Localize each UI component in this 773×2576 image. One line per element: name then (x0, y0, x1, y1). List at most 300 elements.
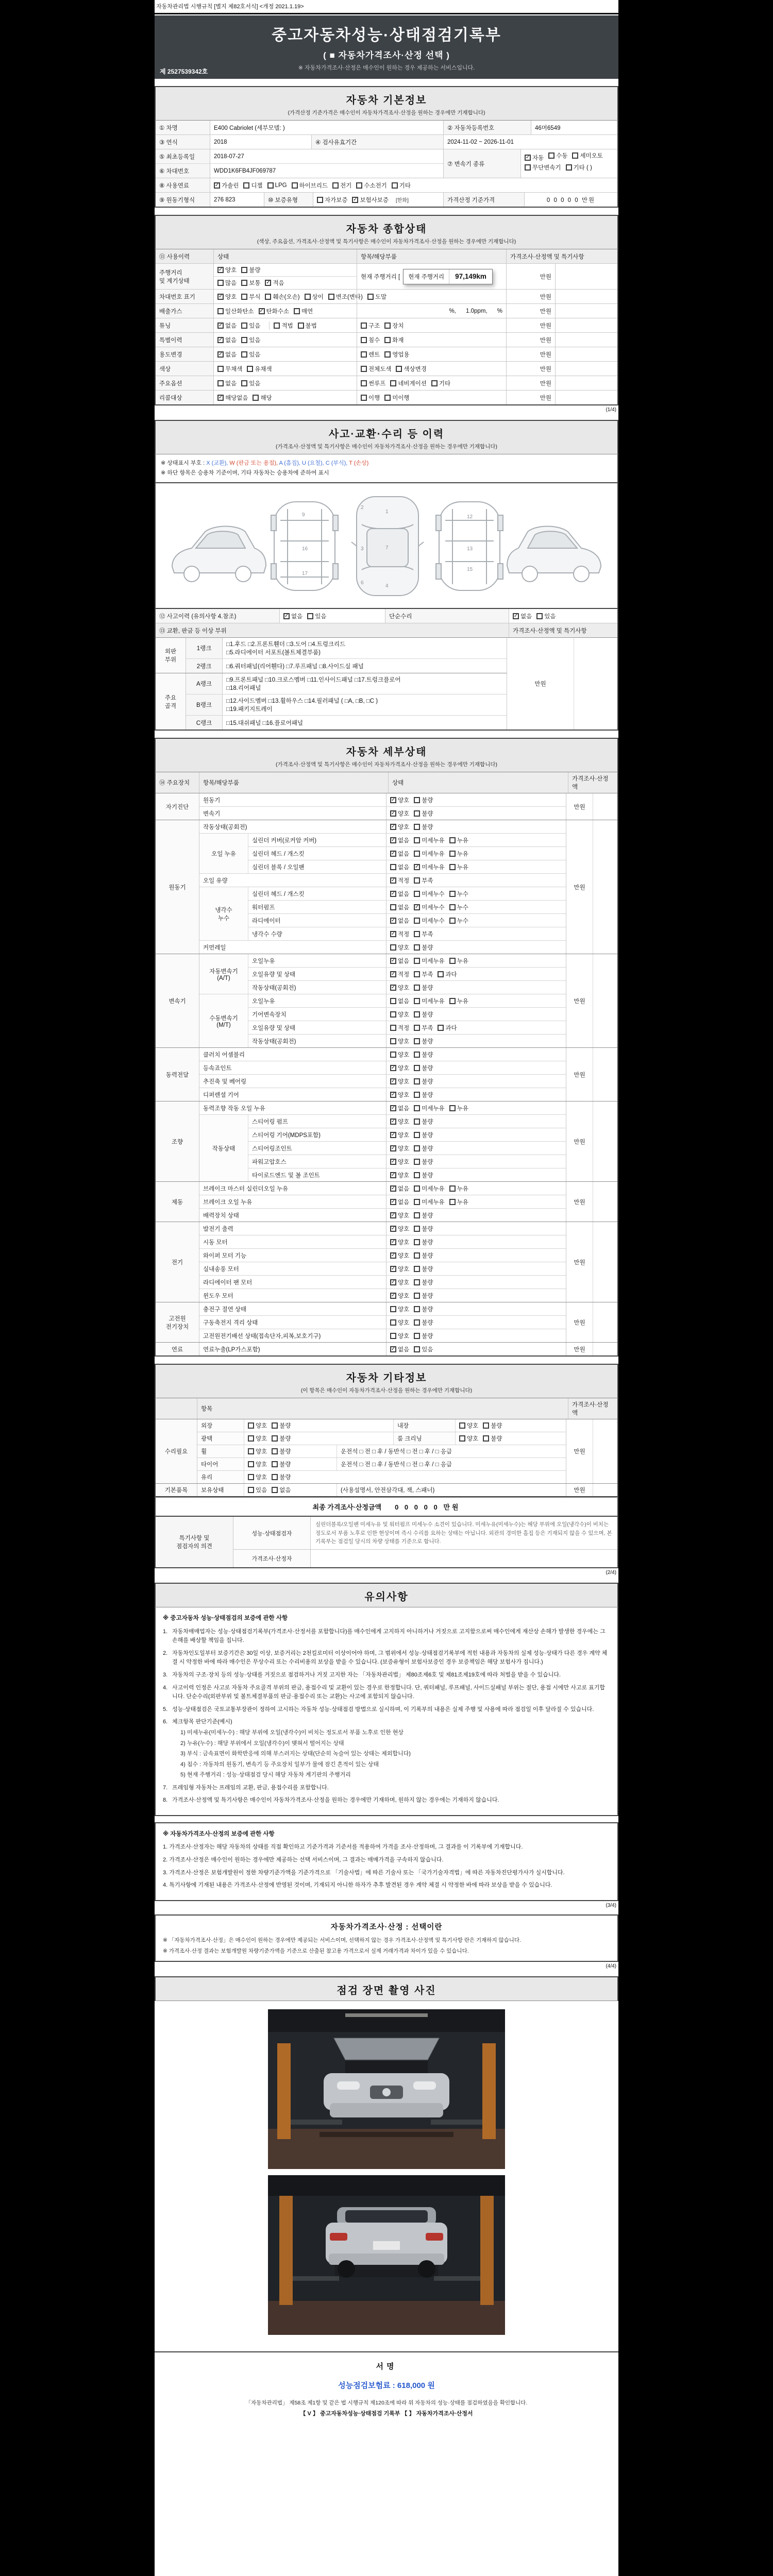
checkbox-option[interactable] (248, 1486, 267, 1494)
checkbox-option[interactable] (265, 279, 284, 287)
checkbox-icon[interactable] (566, 164, 572, 171)
checkbox-option[interactable] (390, 1184, 409, 1193)
checkbox-option[interactable] (307, 612, 326, 620)
checkbox-option[interactable] (361, 394, 380, 402)
checkbox-icon[interactable] (572, 152, 578, 159)
checkbox-icon[interactable] (449, 864, 456, 870)
checkbox-icon[interactable] (414, 1185, 420, 1192)
checkbox-icon[interactable] (414, 918, 420, 924)
checkbox-icon[interactable] (414, 931, 420, 937)
checkbox-option[interactable] (390, 903, 409, 911)
rank-items[interactable]: □1.후드 □2.프론트휀더 □3.도어 □4.트렁크리드 □5.라디에이터 서포트(볼트체결부품) (222, 638, 507, 658)
checkbox-icon[interactable] (272, 1474, 278, 1480)
checkbox-checked-icon[interactable]: ✓ (391, 1172, 396, 1178)
checkbox-option[interactable] (241, 293, 260, 301)
checkbox-option[interactable] (414, 970, 433, 978)
checkbox-icon[interactable] (431, 380, 438, 386)
checkbox-checked-icon[interactable]: ✓ (391, 1118, 396, 1124)
checkbox-option[interactable] (414, 1037, 433, 1045)
checkbox-option[interactable] (414, 850, 444, 858)
checkbox-icon[interactable] (241, 267, 247, 273)
checkbox-option[interactable] (298, 321, 317, 330)
checkbox-option[interactable] (305, 293, 324, 301)
checkbox-icon[interactable] (298, 323, 304, 329)
checkbox-option[interactable] (272, 1473, 291, 1481)
checkbox-option[interactable] (247, 365, 272, 373)
checkbox-option[interactable] (390, 1318, 409, 1327)
checkbox-icon[interactable] (390, 1052, 396, 1058)
checkbox-icon[interactable] (292, 182, 298, 189)
checkbox-option[interactable] (414, 823, 433, 831)
checkbox-icon[interactable] (248, 1487, 254, 1493)
checkbox-option[interactable] (449, 836, 468, 844)
checkbox-icon[interactable] (272, 1448, 278, 1454)
checkbox-icon[interactable] (217, 380, 224, 386)
checkbox-option[interactable] (317, 196, 347, 204)
checkbox-icon[interactable] (390, 1038, 396, 1044)
checkbox-icon[interactable] (390, 380, 396, 386)
checkbox-option[interactable] (414, 890, 444, 898)
checkbox-icon[interactable] (274, 323, 280, 329)
checkbox-icon[interactable] (536, 613, 543, 619)
position-options[interactable]: 운전석 □ 전 □ 후 / 동반석 □ 전 □ 후 / □ 응급 (337, 1458, 566, 1470)
checkbox-checked-icon[interactable]: ✓ (391, 930, 396, 937)
checkbox-option[interactable] (390, 917, 409, 925)
checkbox-icon[interactable] (414, 1199, 420, 1205)
checkbox-option[interactable] (483, 1421, 502, 1430)
checkbox-icon[interactable] (438, 971, 444, 977)
checkbox-icon[interactable] (414, 1172, 420, 1178)
checkbox-option[interactable] (390, 970, 409, 978)
checkbox-option[interactable] (243, 181, 262, 190)
checkbox-option[interactable] (241, 336, 260, 344)
checkbox-option[interactable] (414, 1064, 433, 1072)
checkbox-icon[interactable] (241, 337, 247, 343)
checkbox-icon[interactable] (241, 380, 247, 386)
checkbox-checked-icon[interactable]: ✓ (415, 863, 419, 870)
checkbox-option[interactable] (356, 181, 386, 190)
checkbox-option[interactable] (390, 823, 409, 831)
checkbox-option[interactable] (390, 1225, 409, 1233)
checkbox-option[interactable] (217, 365, 242, 373)
checkbox-option[interactable] (272, 1447, 291, 1455)
checkbox-option[interactable] (414, 1332, 433, 1340)
checkbox-icon[interactable] (414, 1319, 420, 1326)
checkbox-option[interactable] (390, 957, 409, 965)
checkbox-option[interactable] (449, 863, 468, 871)
checkbox-option[interactable] (292, 181, 328, 190)
checkbox-icon[interactable] (241, 351, 247, 358)
checkbox-checked-icon[interactable]: ✓ (391, 1158, 396, 1164)
checkbox-option[interactable] (449, 850, 468, 858)
checkbox-icon[interactable] (414, 1011, 420, 1018)
checkbox-icon[interactable] (248, 1474, 254, 1480)
checkbox-icon[interactable] (253, 395, 259, 401)
checkbox-icon[interactable] (361, 380, 367, 386)
checkbox-icon[interactable] (449, 904, 456, 910)
checkbox-option[interactable] (283, 612, 303, 620)
checkbox-checked-icon[interactable]: ✓ (284, 613, 289, 619)
checkbox-option[interactable] (241, 279, 260, 287)
checkbox-option[interactable] (390, 1278, 409, 1286)
checkbox-option[interactable] (361, 321, 380, 330)
checkbox-icon[interactable] (390, 998, 396, 1004)
checkbox-option[interactable] (414, 1024, 433, 1032)
checkbox-icon[interactable] (414, 1226, 420, 1232)
checkbox-option[interactable] (217, 336, 237, 344)
checkbox-option[interactable] (392, 181, 411, 190)
checkbox-icon[interactable] (449, 851, 456, 857)
checkbox-icon[interactable] (241, 323, 247, 329)
rank-items[interactable]: □9.프론트패널 □10.크로스멤버 □11.인사이드패널 □17.트렁크플로어 □18.리어패널 (222, 673, 507, 694)
checkbox-checked-icon[interactable]: ✓ (391, 957, 396, 963)
checkbox-option[interactable] (390, 379, 427, 387)
position-options[interactable]: (사용설명서, 안전삼각대, 잭, 스패너) (337, 1484, 566, 1496)
checkbox-icon[interactable] (414, 944, 420, 951)
checkbox-option[interactable] (390, 1345, 409, 1353)
checkbox-option[interactable] (414, 1225, 433, 1233)
checkbox-checked-icon[interactable]: ✓ (391, 810, 396, 816)
checkbox-icon[interactable] (449, 998, 456, 1004)
checkbox-icon[interactable] (384, 351, 391, 358)
checkbox-checked-icon[interactable]: ✓ (391, 1131, 396, 1138)
checkbox-option[interactable] (390, 1292, 409, 1300)
checkbox-option[interactable] (361, 350, 380, 359)
checkbox-icon[interactable] (414, 985, 420, 991)
checkbox-icon[interactable] (267, 182, 274, 189)
checkbox-checked-icon[interactable]: ✓ (391, 890, 396, 896)
checkbox-icon[interactable] (525, 164, 531, 171)
checkbox-option[interactable] (449, 1104, 468, 1112)
checkbox-checked-icon[interactable]: ✓ (391, 1078, 396, 1084)
checkbox-option[interactable] (414, 1318, 433, 1327)
checkbox-option[interactable] (449, 917, 468, 925)
checkbox-icon[interactable] (414, 1252, 420, 1259)
checkbox-icon[interactable] (265, 294, 271, 300)
checkbox-checked-icon[interactable]: ✓ (391, 1292, 396, 1298)
checkbox-option[interactable] (414, 1131, 433, 1139)
checkbox-checked-icon[interactable]: ✓ (391, 877, 396, 883)
checkbox-option[interactable] (414, 1171, 433, 1179)
checkbox-icon[interactable] (361, 351, 367, 358)
checkbox-option[interactable] (390, 1064, 409, 1072)
checkbox-icon[interactable] (390, 1011, 396, 1018)
checkbox-option[interactable] (253, 394, 272, 402)
checkbox-option[interactable] (414, 984, 433, 992)
checkbox-option[interactable] (390, 1010, 409, 1019)
checkbox-icon[interactable] (449, 837, 456, 843)
checkbox-option[interactable] (414, 1278, 433, 1286)
checkbox-option[interactable] (438, 970, 457, 978)
checkbox-icon[interactable] (414, 891, 420, 897)
checkbox-option[interactable] (390, 1158, 409, 1166)
checkbox-icon[interactable] (396, 366, 402, 372)
checkbox-option[interactable] (248, 1421, 267, 1430)
checkbox-icon[interactable] (361, 366, 367, 372)
checkbox-icon[interactable] (548, 152, 554, 159)
checkbox-icon[interactable] (414, 998, 420, 1004)
checkbox-icon[interactable] (414, 1118, 420, 1125)
checkbox-checked-icon[interactable]: ✓ (391, 1198, 396, 1205)
checkbox-option[interactable] (414, 1077, 433, 1086)
checkbox-option[interactable] (390, 1104, 409, 1112)
checkbox-checked-icon[interactable]: ✓ (391, 1212, 396, 1218)
checkbox-option[interactable] (449, 890, 468, 898)
checkbox-option[interactable] (217, 321, 237, 330)
checkbox-option[interactable] (248, 1460, 267, 1468)
checkbox-option[interactable] (414, 1091, 433, 1099)
checkbox-option[interactable] (449, 957, 468, 965)
checkbox-icon[interactable] (414, 1159, 420, 1165)
checkbox-icon[interactable] (248, 1422, 254, 1429)
checkbox-checked-icon[interactable]: ✓ (391, 1185, 396, 1191)
checkbox-option[interactable] (390, 984, 409, 992)
checkbox-checked-icon[interactable]: ✓ (259, 308, 264, 314)
checkbox-icon[interactable] (241, 294, 247, 300)
checkbox-icon[interactable] (449, 1185, 456, 1192)
checkbox-option[interactable] (414, 1158, 433, 1166)
checkbox-icon[interactable] (414, 1132, 420, 1138)
checkbox-option[interactable] (414, 1265, 433, 1273)
checkbox-option[interactable] (267, 182, 287, 189)
checkbox-option[interactable] (390, 1171, 409, 1179)
checkbox-option[interactable] (217, 279, 237, 287)
checkbox-option[interactable] (414, 1345, 433, 1353)
checkbox-checked-icon[interactable]: ✓ (391, 1265, 396, 1272)
checkbox-option[interactable] (449, 1198, 468, 1206)
checkbox-icon[interactable] (414, 1212, 420, 1218)
checkbox-option[interactable] (241, 321, 260, 330)
checkbox-option[interactable] (414, 1010, 433, 1019)
checkbox-icon[interactable] (390, 904, 396, 910)
checkbox-checked-icon[interactable]: ✓ (391, 917, 396, 923)
checkbox-option[interactable] (390, 796, 409, 804)
checkbox-option[interactable] (414, 930, 433, 938)
checkbox-checked-icon[interactable]: ✓ (391, 823, 396, 829)
checkbox-option[interactable] (525, 163, 561, 172)
checkbox-checked-icon[interactable]: ✓ (266, 280, 271, 285)
checkbox-checked-icon[interactable]: ✓ (391, 1091, 396, 1097)
checkbox-icon[interactable] (356, 182, 362, 189)
checkbox-icon[interactable] (449, 891, 456, 897)
checkbox-checked-icon[interactable]: ✓ (391, 1239, 396, 1245)
checkbox-option[interactable] (390, 1305, 409, 1313)
checkbox-option[interactable] (390, 876, 409, 885)
checkbox-option[interactable] (414, 809, 433, 818)
checkbox-checked-icon[interactable]: ✓ (218, 293, 223, 299)
checkbox-icon[interactable] (241, 280, 247, 286)
checkbox-option[interactable] (459, 1434, 478, 1443)
checkbox-option[interactable] (390, 1265, 409, 1273)
checkbox-icon[interactable] (384, 323, 391, 329)
checkbox-option[interactable] (536, 612, 556, 620)
checkbox-option[interactable] (390, 1024, 409, 1032)
checkbox-icon[interactable] (272, 1461, 278, 1467)
checkbox-option[interactable] (449, 903, 468, 911)
checkbox-checked-icon[interactable]: ✓ (391, 837, 396, 843)
checkbox-option[interactable] (332, 181, 351, 190)
checkbox-icon[interactable] (248, 1448, 254, 1454)
checkbox-icon[interactable] (414, 837, 420, 843)
checkbox-checked-icon[interactable]: ✓ (391, 796, 396, 803)
checkbox-icon[interactable] (414, 1346, 420, 1352)
checkbox-checked-icon[interactable]: ✓ (391, 984, 396, 990)
checkbox-icon[interactable] (459, 1422, 465, 1429)
checkbox-icon[interactable] (390, 1333, 396, 1339)
checkbox-icon[interactable] (414, 851, 420, 857)
checkbox-option[interactable] (390, 890, 409, 898)
checkbox-option[interactable] (390, 809, 409, 818)
checkbox-icon[interactable] (390, 1306, 396, 1312)
checkbox-option[interactable] (449, 1184, 468, 1193)
checkbox-option[interactable] (459, 1421, 478, 1430)
checkbox-icon[interactable] (392, 182, 398, 189)
checkbox-option[interactable] (390, 1117, 409, 1126)
checkbox-icon[interactable] (243, 182, 249, 189)
checkbox-option[interactable] (414, 836, 444, 844)
checkbox-icon[interactable] (390, 864, 396, 870)
checkbox-option[interactable] (414, 997, 444, 1005)
checkbox-option[interactable] (390, 930, 409, 938)
checkbox-checked-icon[interactable]: ✓ (218, 351, 223, 357)
checkbox-option[interactable] (548, 151, 567, 160)
checkbox-icon[interactable] (414, 1266, 420, 1272)
checkbox-icon[interactable] (217, 366, 224, 372)
checkbox-icon[interactable] (248, 1435, 254, 1442)
checkbox-option[interactable] (525, 154, 544, 162)
checkbox-option[interactable] (390, 997, 409, 1005)
checkbox-icon[interactable] (414, 797, 420, 803)
checkbox-icon[interactable] (414, 1092, 420, 1098)
checkbox-option[interactable] (390, 1091, 409, 1099)
checkbox-icon[interactable] (414, 824, 420, 830)
checkbox-option[interactable] (352, 196, 389, 204)
checkbox-checked-icon[interactable]: ✓ (391, 1346, 396, 1352)
checkbox-option[interactable] (414, 863, 444, 871)
checkbox-checked-icon[interactable]: ✓ (218, 322, 223, 328)
rank-items[interactable]: □6.쿼터패널(리어휀다) □7.루프패널 □8.사이드실 패널 (222, 659, 507, 673)
checkbox-option[interactable] (390, 1050, 409, 1059)
checkbox-option[interactable] (274, 321, 293, 330)
rank-items[interactable]: □12.사이드멤버 □13.휠하우스 □14.필러패널 ( □A, □B, □C ) □19.패키지트레이 (222, 694, 507, 715)
checkbox-option[interactable] (248, 1473, 267, 1481)
checkbox-icon[interactable] (294, 308, 300, 314)
checkbox-option[interactable] (414, 876, 433, 885)
checkbox-icon[interactable] (305, 294, 311, 300)
checkbox-option[interactable] (414, 1238, 433, 1246)
checkbox-icon[interactable] (414, 971, 420, 977)
checkbox-option[interactable] (414, 957, 444, 965)
checkbox-icon[interactable] (414, 958, 420, 964)
checkbox-option[interactable] (390, 1251, 409, 1260)
checkbox-icon[interactable] (414, 810, 420, 817)
checkbox-option[interactable] (384, 394, 409, 402)
checkbox-option[interactable] (214, 181, 239, 190)
checkbox-option[interactable] (361, 336, 380, 344)
checkbox-option[interactable] (483, 1434, 502, 1443)
checkbox-checked-icon[interactable]: ✓ (391, 1225, 396, 1231)
checkbox-icon[interactable] (414, 1333, 420, 1339)
checkbox-checked-icon[interactable]: ✓ (391, 1279, 396, 1285)
checkbox-option[interactable] (241, 350, 260, 359)
checkbox-checked-icon[interactable]: ✓ (391, 1064, 396, 1071)
checkbox-option[interactable] (272, 1460, 291, 1468)
checkbox-icon[interactable] (247, 366, 253, 372)
checkbox-option[interactable] (384, 350, 409, 359)
checkbox-checked-icon[interactable]: ✓ (415, 904, 419, 910)
checkbox-checked-icon[interactable]: ✓ (391, 971, 396, 977)
checkbox-option[interactable] (414, 1305, 433, 1313)
checkbox-checked-icon[interactable]: ✓ (353, 196, 358, 202)
checkbox-icon[interactable] (414, 1078, 420, 1084)
checkbox-option[interactable] (384, 336, 404, 344)
checkbox-icon[interactable] (390, 1025, 396, 1031)
checkbox-option[interactable] (390, 836, 409, 844)
checkbox-checked-icon[interactable]: ✓ (513, 613, 518, 619)
checkbox-option[interactable] (390, 1198, 409, 1206)
checkbox-option[interactable] (414, 943, 433, 952)
checkbox-checked-icon[interactable]: ✓ (391, 1252, 396, 1258)
checkbox-option[interactable] (396, 365, 426, 373)
checkbox-icon[interactable] (459, 1435, 465, 1442)
checkbox-icon[interactable] (483, 1435, 489, 1442)
checkbox-icon[interactable] (483, 1422, 489, 1429)
checkbox-checked-icon[interactable]: ✓ (214, 182, 220, 188)
checkbox-option[interactable] (217, 307, 254, 315)
checkbox-icon[interactable] (414, 1239, 420, 1245)
checkbox-option[interactable] (361, 379, 385, 387)
checkbox-checked-icon[interactable]: ✓ (218, 267, 223, 273)
checkbox-option[interactable] (390, 1238, 409, 1246)
checkbox-option[interactable] (390, 1144, 409, 1153)
checkbox-checked-icon[interactable]: ✓ (525, 155, 530, 160)
checkbox-option[interactable] (272, 1486, 291, 1494)
checkbox-option[interactable] (414, 903, 444, 911)
checkbox-option[interactable] (272, 1421, 291, 1430)
checkbox-option[interactable] (414, 917, 444, 925)
checkbox-icon[interactable] (361, 337, 367, 343)
checkbox-icon[interactable] (414, 877, 420, 884)
checkbox-checked-icon[interactable]: ✓ (391, 1145, 396, 1151)
checkbox-icon[interactable] (390, 944, 396, 951)
checkbox-checked-icon[interactable]: ✓ (218, 336, 223, 343)
checkbox-option[interactable] (248, 1447, 267, 1455)
checkbox-icon[interactable] (361, 323, 367, 329)
checkbox-option[interactable] (248, 1434, 267, 1443)
checkbox-option[interactable] (566, 163, 592, 172)
checkbox-option[interactable] (217, 394, 248, 402)
checkbox-option[interactable] (390, 1211, 409, 1219)
checkbox-option[interactable] (390, 1332, 409, 1340)
checkbox-icon[interactable] (248, 1461, 254, 1467)
checkbox-option[interactable] (390, 1037, 409, 1045)
checkbox-icon[interactable] (449, 918, 456, 924)
checkbox-option[interactable] (513, 612, 532, 620)
checkbox-icon[interactable] (317, 197, 323, 203)
checkbox-option[interactable] (272, 1434, 291, 1443)
checkbox-icon[interactable] (414, 1038, 420, 1044)
checkbox-icon[interactable] (414, 1025, 420, 1031)
checkbox-option[interactable] (438, 1024, 457, 1032)
checkbox-icon[interactable] (307, 613, 313, 619)
checkbox-icon[interactable] (217, 280, 224, 286)
checkbox-option[interactable] (449, 997, 468, 1005)
position-options[interactable]: 운전석 □ 전 □ 후 / 동반석 □ 전 □ 후 / □ 응급 (337, 1445, 566, 1458)
checkbox-option[interactable] (414, 1184, 444, 1193)
checkbox-checked-icon[interactable]: ✓ (391, 1105, 396, 1111)
checkbox-option[interactable] (390, 1077, 409, 1086)
checkbox-option[interactable] (414, 1292, 433, 1300)
